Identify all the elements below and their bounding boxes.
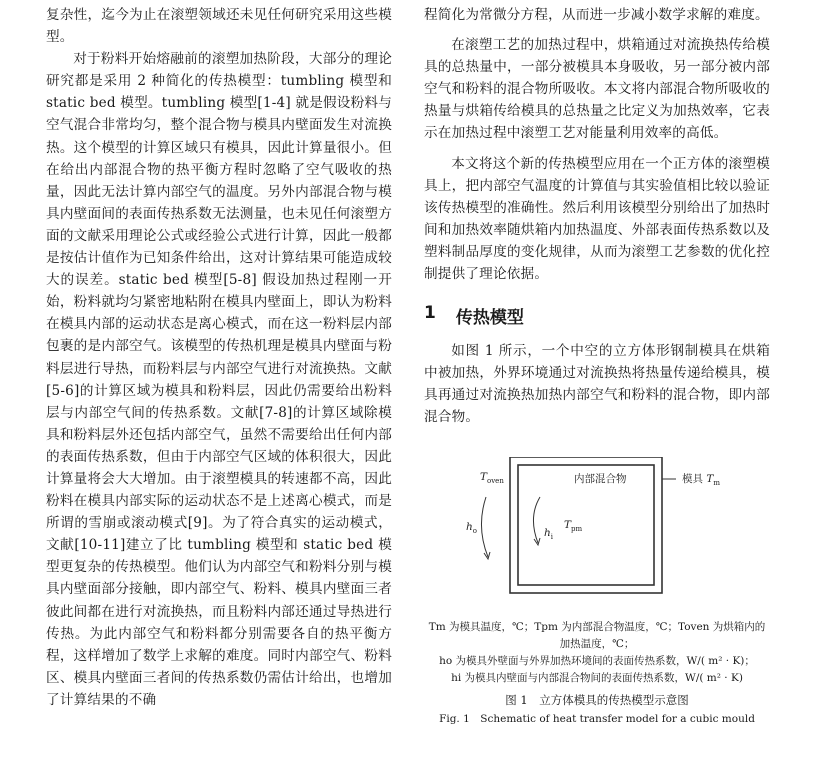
ho-arrow [481,497,488,557]
right-paragraph-1: 程简化为常微分方程，从而进一步减小数学求解的难度。 [424,7,769,23]
section-title: 传热模型 [455,308,524,329]
section-heading [424,303,770,328]
caption-chinese: 图 1 立方体模具的传热模型示意图 [505,692,689,707]
label-mould: 模具 $T_m$ [682,472,720,487]
right-paragraph-4: 如图 1 所示，一个中空的立方体形钢制模具在烘箱中被加热，外界环境通过对流换热将热量传递给模具，模具再通过对流换热加热内部空气和粉料的混合物，即内部混合物。 [424,343,770,426]
legend-line-1: Tm 为模具温度，℃；Tpm 为内部混合物温度，℃；Toven 为烘箱内的加热温度，℃； [428,620,766,650]
left-paragraph-2: 对于粉料开始熔融前的滚塑加热阶段，大部分的理论研究都是采用 2 种简化的传热模型：tumbling 模型和 static bed 模型。tumbling 模型[1-4] 就是假设粉料与空气混合非常均匀，整个混合物与模具内壁面发生对流换热。这个模型的计算区域只有模具，因此计算量很小。但在给出内部混合物的热平衡方程时忽略了空气吸收的热量，因此无法计算内部空气的温度。另外内部混合物与模具内壁面间的表面传热系数无法测量，也未见任何滚塑方面的文献采用理论公式或经验公式进行计算，因此一般都是按估计值作为已知条件给出，这对计算结果可能造成较大的误差。static bed 模型[5-8] 假设加热过程刚一开始，粉料就均匀紧密地粘附在模具内壁面上，即认为粉料在模具内部的运动状态是离心模式，而在这一粉料层内部包裹的是内部空气。该模型的传热机理是模具内壁面与粉料层进行导热，而粉料层与内部空气进行对流换热。文献[5-6]的计算区域为模具和粉料层，因此仍需要给出粉料层与内部空气间的传热系数。文献[7-8]的计算区域除模具和粉料层外还包括内部空气，虽然不需要给出任何内部的表面传热系数，但由于内部空气区域的体积很大，因此计算量将会大大增加。由于滚塑模具的转速都不高，因此粉料在模具内部实际的运动状态不是上述离心模式，而是所谓的雪崩或滚动模式[9]。为了符合真实的运动模式，文献[10-11]建立了比 tumbling 模型和 static bed 模型更复杂的传热模型。他们认为内部空气和粉料分别与模具内壁面部分接触，即内部空气、粉料、模具内壁面三者彼此间都在进行对流换热，而且粉料内部还通过导热进行传热。为此内部空气和粉料都分别需要各自的热平衡方程，这样增加了数学上求解的难度。同时内部空气、粉料区、模具内壁面三者间的传热系数仍需估计给出，也增加了计算结果的不确 [46,51,392,708]
right-paragraph-2: 在滚塑工艺的加热过程中，烘箱通过对流换热传给模具的总热量中，一部分被模具本身吸收，另一部分被内部空气和粉料的混合物所吸收。本文将内部混合物所吸收的热量与烘箱传给模具的总热量之比定义为加热效率，它表示在加热过程中滚塑工艺对能量利用效率的高低。 [424,37,770,142]
label-t-pm: $T_{pm}$ [564,518,583,533]
hi-arrow [533,497,540,543]
label-t-oven: $T_{oven}$ [480,470,504,485]
figure-caption [424,619,770,728]
right-paragraph-3: 本文将这个新的传热模型应用在一个正方体的滚塑模具上，把内部空气温度的计算值与其实验值相比较以验证该传热模型的准确性。然后利用该模型分别给出了加热时间和加热效率随烘箱内加热温度、外部表面传热系数以及塑料制品厚度的变化规律，从而为滚塑工艺参数的优化控制提供了理论依据。 [424,155,770,283]
label-internal-mixture: 内部混合物 [574,472,627,485]
figure-1 [424,457,770,607]
left-column [46,4,392,711]
right-column [424,4,770,728]
caption-english: Fig. 1 Schematic of heat transfer model for a cubic mould [439,712,755,725]
label-hi: $h_i$ [544,526,554,541]
left-paragraph-1: 复杂性，迄今为止在滚塑领域还未见任何研究采用这些模型。 [46,7,392,46]
legend-line-2: ho 为模具外壁面与外界加热环境间的表面传热系数，W/( m² · K)； [439,654,755,667]
label-ho: $h_o$ [466,520,477,535]
legend-line-3: hi 为模具内壁面与内部混合物间的表面传热系数，W/( m² · K) [451,671,743,684]
section-number: 1 [424,303,436,324]
